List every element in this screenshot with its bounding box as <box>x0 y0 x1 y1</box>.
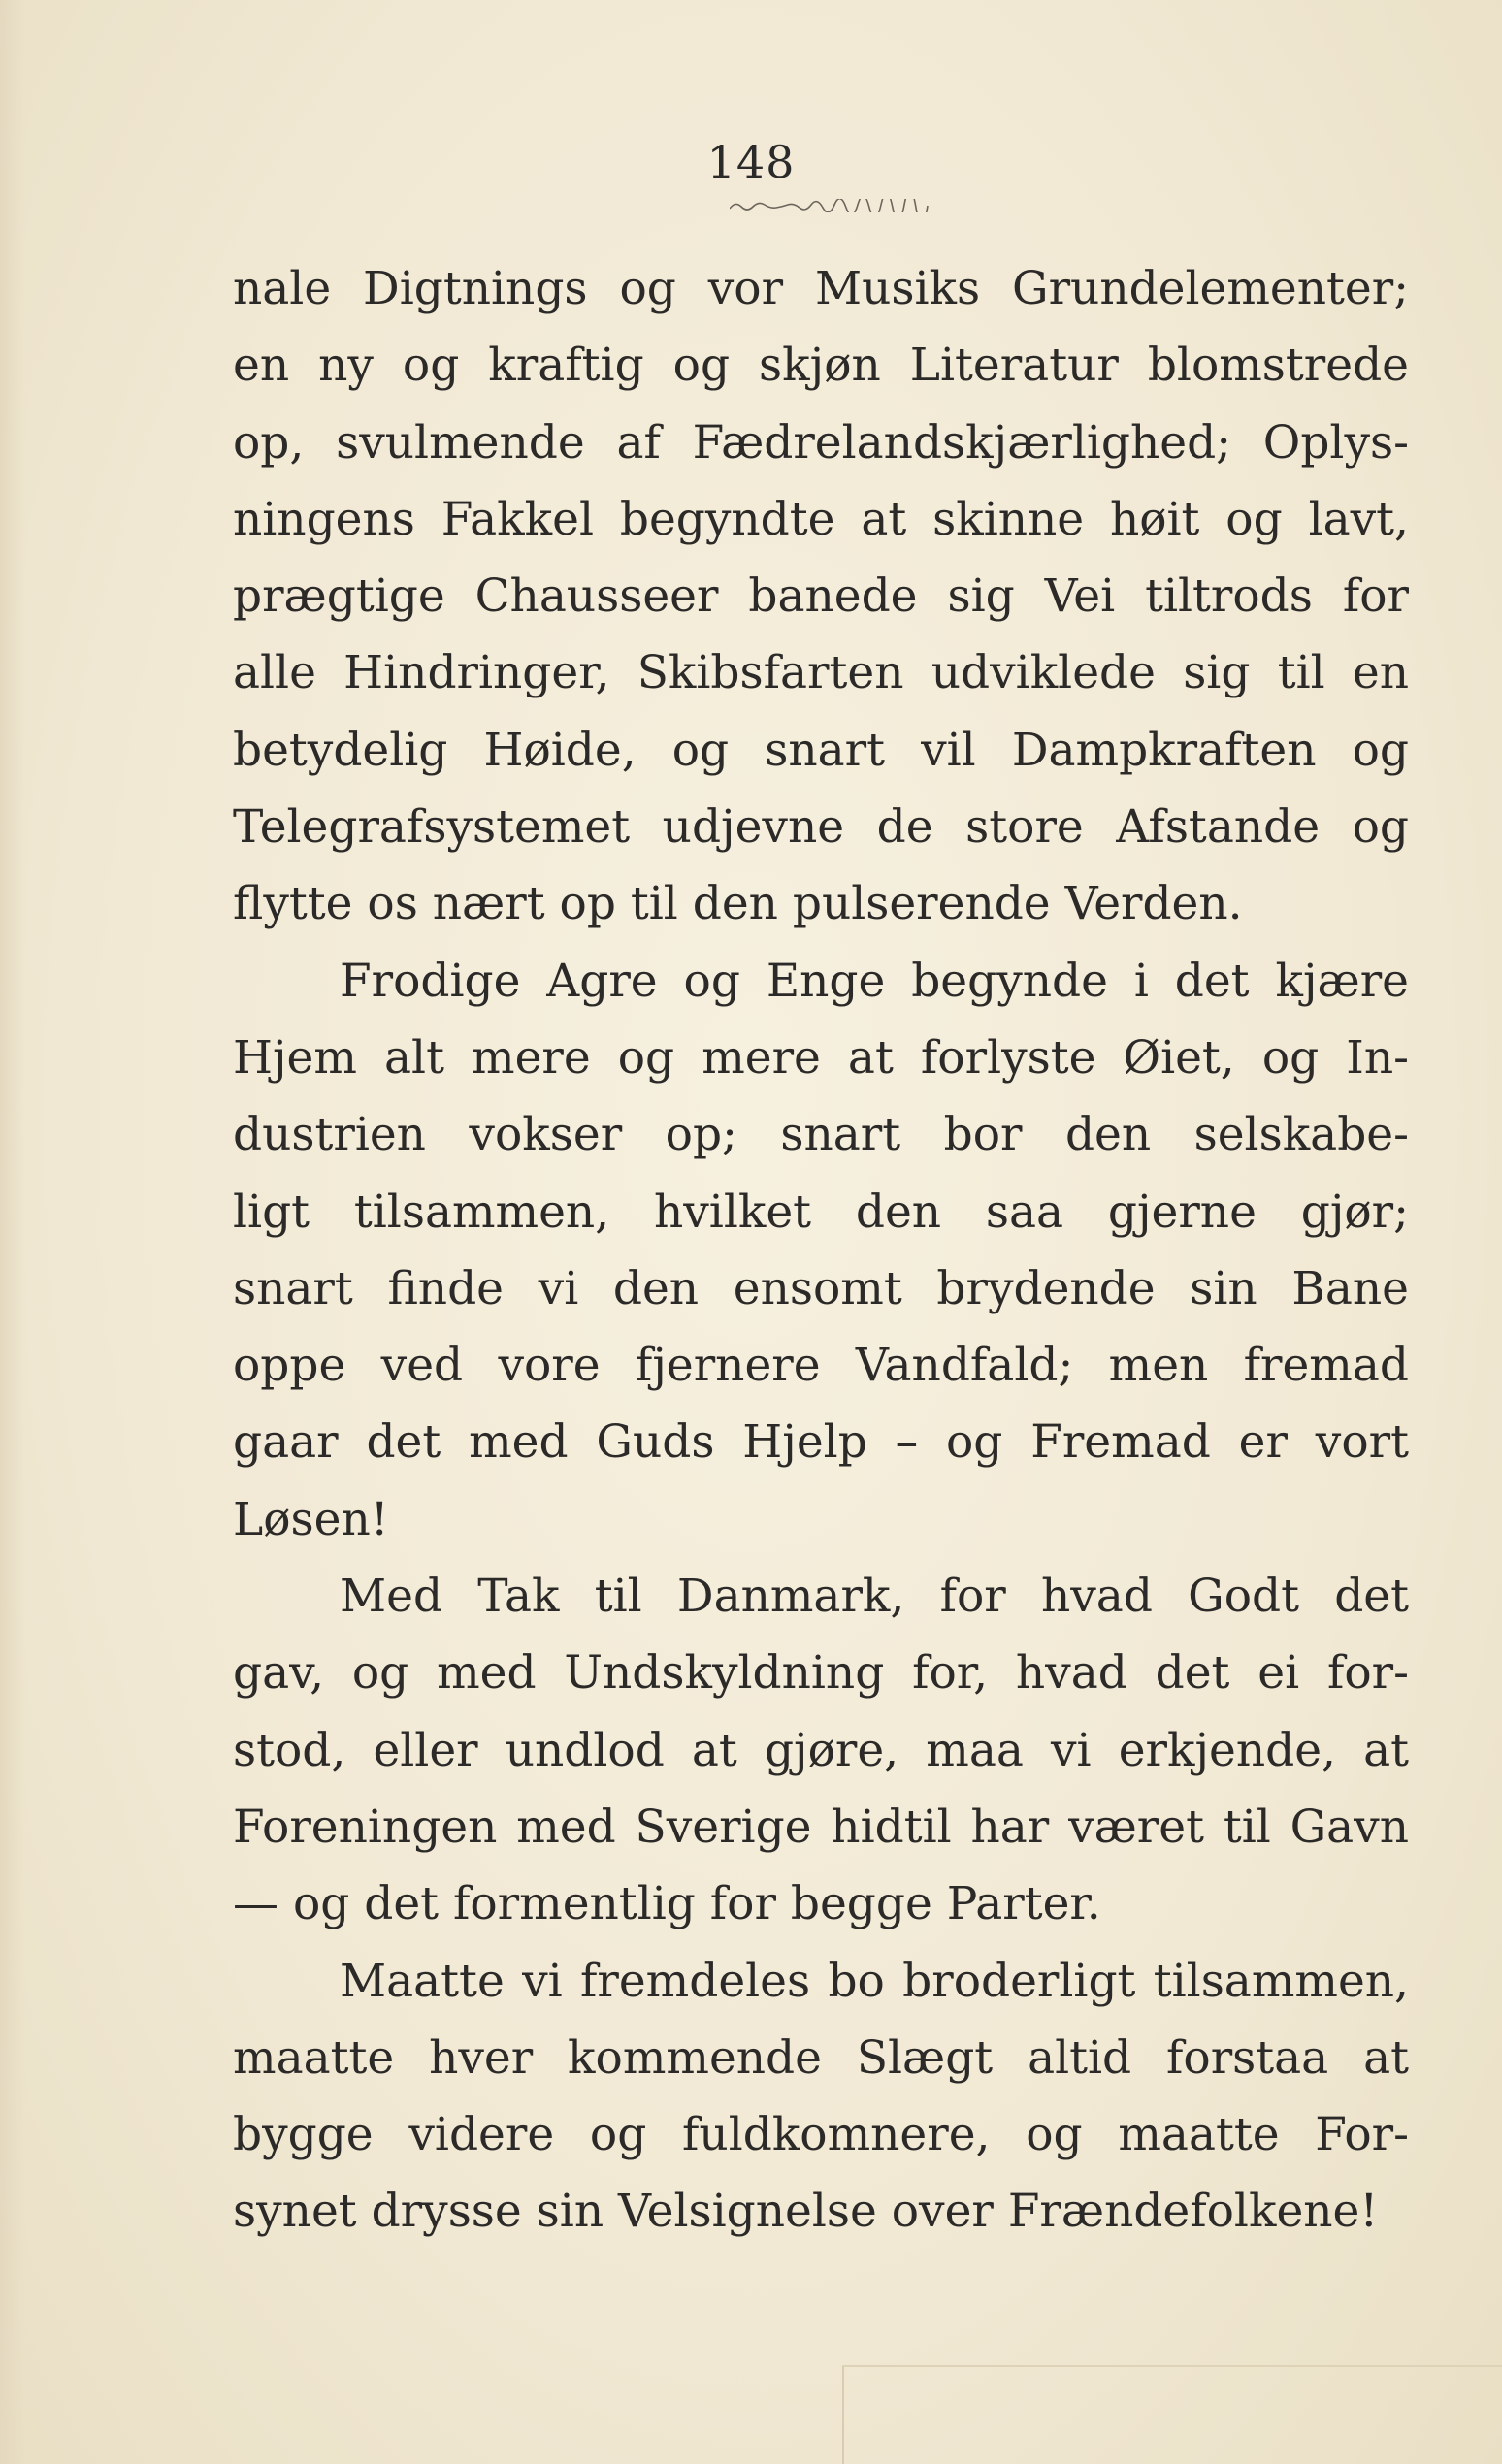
body-text <box>233 250 1409 2251</box>
text-line: ligt tilsammen, hvilket den saa gjerne gjør; <box>233 1184 1409 1239</box>
text-line: Foreningen med Sverige hidtil har været til Gavn <box>233 1799 1409 1854</box>
text-line: flytte os nært op til den pulserende Verden. <box>233 877 1243 931</box>
page-edge-shadow <box>0 0 25 2464</box>
text-line: synet drysse sin Velsignelse over Frændefolkene! <box>233 2185 1379 2239</box>
text-line: gaar det med Guds Hjelp – og Fremad er vort <box>233 1415 1409 1470</box>
text-line: snart finde vi den ensomt brydende sin Bane <box>233 1261 1409 1315</box>
text-line: Løsen! <box>233 1492 389 1546</box>
text-line: maatte hver kommende Slægt altid forstaa at <box>233 2030 1409 2085</box>
text-line: dustrien vokser op; snart bor den selskabe- <box>233 1108 1409 1162</box>
text-line: gav, og med Undskyldning for, hvad det ei for- <box>233 1646 1409 1701</box>
text-line: alle Hindringer, Skibsfarten udviklede sig til en <box>233 646 1409 700</box>
text-line: Maatte vi fremdeles bo broderligt tilsammen, <box>340 1954 1409 2008</box>
text-line: en ny og kraftig og skjøn Literatur blomstrede <box>233 339 1409 393</box>
text-line: betydelig Høide, og snart vil Dampkraften og <box>233 723 1409 777</box>
text-line: stod, eller undlod at gjøre, maa vi erkjende, at <box>233 1723 1409 1777</box>
text-line: Telegrafsystemet udjevne de store Afstande og <box>233 800 1409 855</box>
page-number: 148 <box>706 136 796 188</box>
text-line: oppe ved vore fjernere Vandfald; men fremad <box>233 1339 1409 1393</box>
text-line: Med Tak til Danmark, for hvad Godt det <box>340 1570 1409 1624</box>
text-line: bygge videre og fuldkomnere, og maatte For- <box>233 2108 1409 2162</box>
text-line: — og det formentlig for begge Parter. <box>233 1877 1101 1931</box>
text-line: Frodige Agre og Enge begynde i det kjære <box>340 954 1409 1008</box>
text-line: op, svulmende af Fædrelandskjærlighed; Oplys- <box>233 415 1409 470</box>
text-line: nale Digtnings og vor Musiks Grundelementer; <box>233 262 1409 315</box>
ornament-rule <box>730 199 929 212</box>
text-line: ningens Fakkel begyndte at skinne høit og lavt, <box>233 492 1409 546</box>
text-line: prægtige Chausseer banede sig Vei tiltrods for <box>233 569 1409 624</box>
text-line: Hjem alt mere og mere at forlyste Øiet, og In- <box>233 1030 1409 1085</box>
page-corner-fold <box>842 2365 1502 2464</box>
